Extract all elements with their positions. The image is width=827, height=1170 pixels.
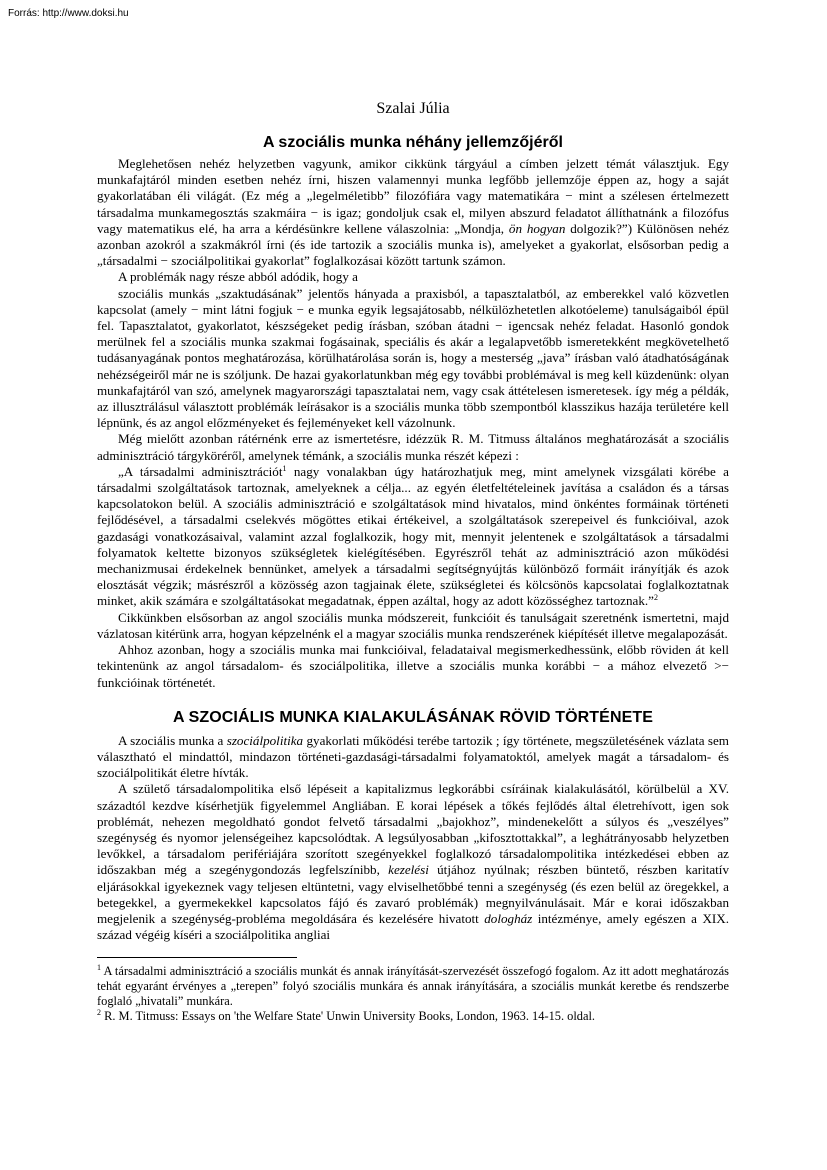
author-name: Szalai Júlia (376, 100, 450, 117)
footnote-ref-2: 2 (653, 593, 658, 603)
intro-paragraph-2: A problémák nagy része abból adódik, hogy a (118, 269, 358, 285)
intro-paragraph-5: Cikkünkben elsősorban az angol szociális munka módszereit, funkcióit és tanulságait szeretnénk ismertetni, majd vázlatosan kitérünk arra, hogyan képzelnénk el a magyar szociális munka rendszerének kiépítését illetve megalapozását. (97, 609, 729, 641)
source-label: Forrás: http://www.doksi.hu (8, 8, 129, 19)
intro-paragraph-4: Még mielőtt azonban rátérnénk erre az ismertetésre, idézzük R. M. Titmuss általános meghatározását a szociális adminisztráció tárgyköréről, amelynek témánk, a szociális munka részét képezi : (97, 431, 729, 463)
intro-paragraph-3: szociális munkás „szaktudásának” jelentős hányada a praxisból, a tapasztalatból, az emberekkel való közvetlen kapcsolat (amely − mint látni fogjuk − e munka egyik legsajátosabb, nélkülözhetetlen alkotóeleme) tanulságaiból épül fel. Tapasztalatot, gyakorlatot, készségeket pedig írásban, szóban átadni − igencsak nehéz feladat. Hasonló gondok merülnek fel a szociális munka szakmai fogásainak, speciális és akár a legalapvetőbb ismeretekként megkövetelhető tudásanyagának pontos meghatározása, körülhatárolása során is, hogy a mesterség „java” írásban való átadhatóságának nehézségeiről már ne is szóljunk. De hazai gyakorlatunkban még egy további problémával is meg kell küzdenünk: olyan munkafajtáról van szó, amelynek magyarországi tapasztalatai nem, vagy csak áttételesen ismeretesek. így még a példák, az illusztrálásul választott problémák leírásakor is a szociális munka több szempontból klasszikus hazája területére kell lépnünk, és az angol előzményeket és fejleményeket kell vázolnunk. (97, 285, 729, 431)
footnote-1: $^1$ A társadalmi adminisztráció a szociális munkát és annak irányítását-szervezését összefogó fogalom. Az itt adott meghatározás tehát egyaránt érvényes a „terepen” folyó szociális munkára és annak irányítására, a szociális munkát keretbe és rendszerbe foglaló „hivatali” munkára. (97, 963, 729, 1009)
footnote-ref-1: 1 (282, 463, 287, 473)
footnote-2: $^2$ R. M. Titmuss: Essays on 'the Welfare State' Unwin University Books, London, 1963. 14-15. oldal. (97, 1008, 596, 1024)
intro-paragraph-6: Ahhoz azonban, hogy a szociális munka mai funkcióival, feladataival megismerkedhessünk, előbb röviden át kell tekintenünk az angol társadalom- és szociálpolitika, illetve a szociális munka korábbi − a mához elvezető >− funkcióinak történetét. (97, 642, 729, 690)
footnote-separator (97, 957, 297, 958)
section-paragraph-2: A születő társadalompolitika első lépéseit a kapitalizmus legkorábbi csíráinak kialakulásától, körülbelül a XV. századtól kezdve kísérhetjük figyelemmel Angliában. E korai lépések a tőkés fejlődés által életrehívott, igen sok problémát, nehezen megoldható gondot felvető társadalmi „bajokhoz”, mindenekelőtt a súlyos és „veszélyes” szegénység és nyomor jelenségeihez kapcsolódtak. A legsúlyosabban „kifosztottakkal”, a leghátrányosabb helyzetben levőkkel, a társadalom perifériájára szorított szegényekkel foglalkozó társadalompolitika intézkedései ebben az időszakban még a szegénygondozás legfelszínibb, kezelési útjához nyúlnak; részben büntető, részben karitatív eljárásokkal igyekeznek vagy teljesen eltüntetni, vagy elviselhetőbbé tenni a szegénység (és ezen belül az öregekkel, a betegekkel, a gyermekekkel kapcsolatos fájó és zavaró problémák) megnyilvánulásait. Már e korai időszakban megjelenik a szegénység-probléma megoldására és kezelésére hivatott dologház intézménye, amely egészen a XIX. század végéig kíséri a szociálpolitika angliai (97, 781, 729, 943)
section-paragraph-1: A szociális munka a szociálpolitika gyakorlati működési terébe tartozik ; így története, megszületésének vázlata sem választható el mindattól, mindazon történeti-gazdasági-társadalmi folyamatoktól, amelyek magát a társadalom- és szociálpolitikát életre hívták. (97, 732, 729, 781)
document-page (97, 100, 729, 1024)
article-title: A szociális munka néhány jellemzőjéről (263, 134, 563, 151)
titmuss-quote: „A társadalmi adminisztrációt$^1$ nagy vonalakban úgy határozhatjuk meg, mint amelynek vizsgálati körébe a társadalmi szolgáltatások tartoznak, amelyeknek a célja... az egyén életfeltételeinek javítása a családon és a társas kapcsolatokon belül. A szociális adminisztráció e szolgáltatások mind hivatalos, mind önkéntes formáinak történeti fejlődésével, a társadalmi cselekvés mögöttes etikai értékeivel, a szolgáltatások szerepeivel és funkcióival, azok gazdasági vonatkozásaival, valamint azzal foglalkozik, hogy mit, mennyit jelentenek e szolgáltatások a társadalmi folyamatok keltette bizonyos szükségletek kielégítésében. Egyrészről tehát az adminisztráció azon működési mechanizmusai érdekelnek bennünket, amelyek a társadalmi segítségnyújtás különböző formáit irányítják és azok elosztását végzik; másrészről a közösség azon tagjainak élete, szükségletei és kölcsönös kapcsolatai foglalkoztatnak minket, akik számára e szolgáltatásokat megadatnak, éppen azáltal, hogy az adott közösséghez tartoznak.”$^2$ (97, 463, 729, 609)
section-heading: A SZOCIÁLIS MUNKA KIALAKULÁSÁNAK RÖVID TÖRTÉNETE (172, 708, 654, 726)
intro-paragraph-1: Meglehetősen nehéz helyzetben vagyunk, amikor cikkünk tárgyául a címben jelzett témát választjuk. Egy munkafajtáról minden esetben nehéz írni, hiszen valamennyi munka legfőbb jellemzője éppen az, hogy a saját gyakorlatában éli világát. (Ez még a „legelméletibb” filozófiára vagy matematikára − mint a szélesen értelmezett társadalma munkamegosztás szakmáira − is igaz; gondoljuk csak el, milyen abszurd feladatot állíthatnánk a filozófus vagy matematikus elé, ha arra a kérdésünkre kellene válaszolnia: „Mondja, ön hogyan dolgozik?”) Különösen nehéz azonban azokról a szakmákról írni (és ide tartozik a szociális munka is), amelyeket a gyakorlat, elsősorban pedig a „társadalmi − szociálpolitikai gyakorlat” foglalkozásai között tartunk számon. (97, 156, 729, 269)
